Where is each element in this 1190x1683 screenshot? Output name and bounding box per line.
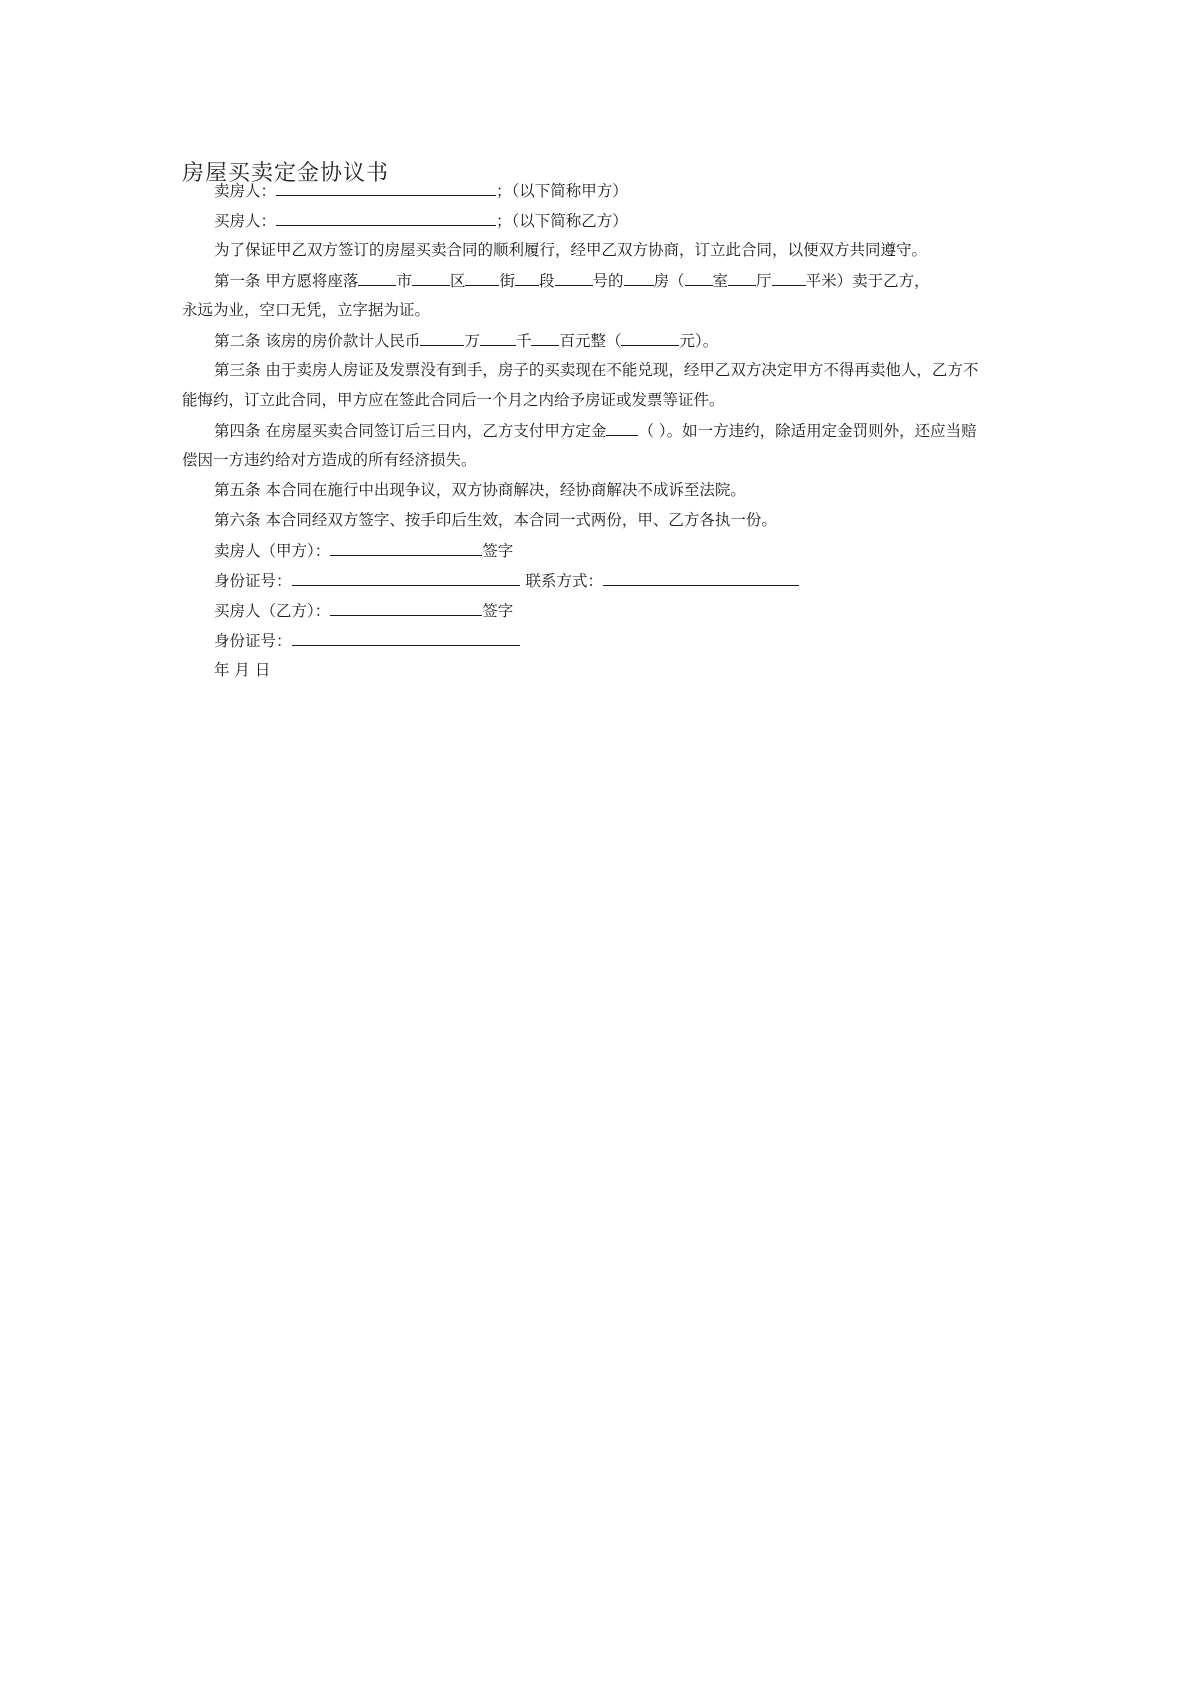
- article1-text-6: 号的: [592, 272, 624, 290]
- room-field[interactable]: [685, 270, 713, 286]
- seller-signature-label: 卖房人（甲方）：: [214, 542, 331, 560]
- deposit-field[interactable]: [606, 420, 638, 436]
- id-label-2: 身份证号：: [214, 632, 292, 650]
- price-wan-field[interactable]: [420, 330, 464, 346]
- article1-text-1: 第一条 甲方愿将座落: [214, 272, 359, 290]
- buyer-id-field[interactable]: [292, 630, 520, 646]
- seller-name-field[interactable]: [276, 180, 496, 196]
- seller-suffix: ；（以下简称甲方）: [496, 182, 628, 200]
- article1-text-7: 房（: [653, 272, 685, 290]
- preamble: 为了保证甲乙双方签订的房屋买卖合同的顺利履行，经甲乙双方协商，订立此合同，以便双方共同遵守。: [214, 241, 928, 259]
- article2-line: [214, 330, 718, 351]
- article3-line2: 能悔约，订立此合同，甲方应在签此合同后一个月之内给予房证或发票等证件。: [182, 391, 725, 409]
- buyer-line: [214, 210, 628, 231]
- article5: 第五条 本合同在施行中出现争议，双方协商解决，经协商解决不成诉至法院。: [214, 481, 746, 499]
- section-field[interactable]: [515, 270, 539, 286]
- article3-line1: 第三条 由于卖房人房证及发票没有到手，房子的买卖现在不能兑现，经甲乙双方决定甲方不得再卖他人，乙方不: [214, 361, 979, 379]
- hall-field[interactable]: [728, 270, 756, 286]
- article1-line2: 永远为业，空口无凭，立字据为证。: [182, 301, 431, 319]
- article4-text-2: （ ）。如一方违约，除适用定金罚则外，还应当赔: [638, 422, 977, 440]
- article1-text-9: 厅: [756, 272, 772, 290]
- article1-text-2: 市: [396, 272, 412, 290]
- article1-text-10: 平米）卖于乙方，: [805, 272, 930, 290]
- contact-field[interactable]: [603, 570, 799, 586]
- seller-sign-text: 签字: [482, 542, 514, 560]
- district-field[interactable]: [412, 270, 450, 286]
- article1-line1: [214, 270, 930, 291]
- number-field[interactable]: [555, 270, 593, 286]
- seller-line: [214, 180, 628, 201]
- article2-text-4: 百元整（: [559, 332, 622, 350]
- article4-line2: 偿因一方违约给对方造成的所有经济损失。: [182, 451, 477, 469]
- article6: 第六条 本合同经双方签字、按手印后生效，本合同一式两份，甲、乙方各执一份。: [214, 511, 777, 529]
- buyer-signature-line: [214, 600, 513, 621]
- seller-label: 卖房人：: [214, 182, 277, 200]
- document-title: 房屋买卖定金协议书: [182, 161, 390, 186]
- buyer-signature-label: 买房人（乙方）：: [214, 602, 331, 620]
- article4-line1: [214, 420, 977, 441]
- article2-text-1: 第二条 该房的房价款计人民币: [214, 332, 421, 350]
- buyer-suffix: ；（以下简称乙方）: [496, 212, 628, 230]
- article2-text-5: 元）。: [679, 332, 719, 350]
- price-bai-field[interactable]: [531, 330, 559, 346]
- seller-signature-line: [214, 540, 513, 561]
- contact-label: 联系方式：: [525, 572, 604, 590]
- price-yuan-field[interactable]: [621, 330, 679, 346]
- buyer-label: 买房人：: [214, 212, 277, 230]
- city-field[interactable]: [358, 270, 396, 286]
- article4-text-1: 第四条 在房屋买卖合同签订后三日内，乙方支付甲方定金: [214, 422, 607, 440]
- article1-text-5: 段: [538, 272, 555, 290]
- date-line: 年 月 日: [214, 661, 271, 679]
- seller-id-field[interactable]: [292, 570, 520, 586]
- buyer-signature-field[interactable]: [330, 600, 482, 616]
- id-contact-line: [214, 570, 799, 591]
- article1-text-8: 室: [712, 272, 729, 290]
- house-field[interactable]: [624, 270, 654, 286]
- buyer-sign-text: 签字: [482, 602, 514, 620]
- area-field[interactable]: [772, 270, 806, 286]
- price-qian-field[interactable]: [480, 330, 516, 346]
- article1-text-4: 街: [499, 272, 515, 290]
- buyer-name-field[interactable]: [276, 210, 496, 226]
- seller-signature-field[interactable]: [330, 540, 482, 556]
- article1-text-3: 区: [449, 272, 466, 290]
- article2-text-3: 千: [515, 332, 532, 350]
- id-label-1: 身份证号：: [214, 572, 292, 590]
- article2-text-2: 万: [464, 332, 480, 350]
- buyer-id-line: [214, 630, 520, 651]
- street-field[interactable]: [465, 270, 499, 286]
